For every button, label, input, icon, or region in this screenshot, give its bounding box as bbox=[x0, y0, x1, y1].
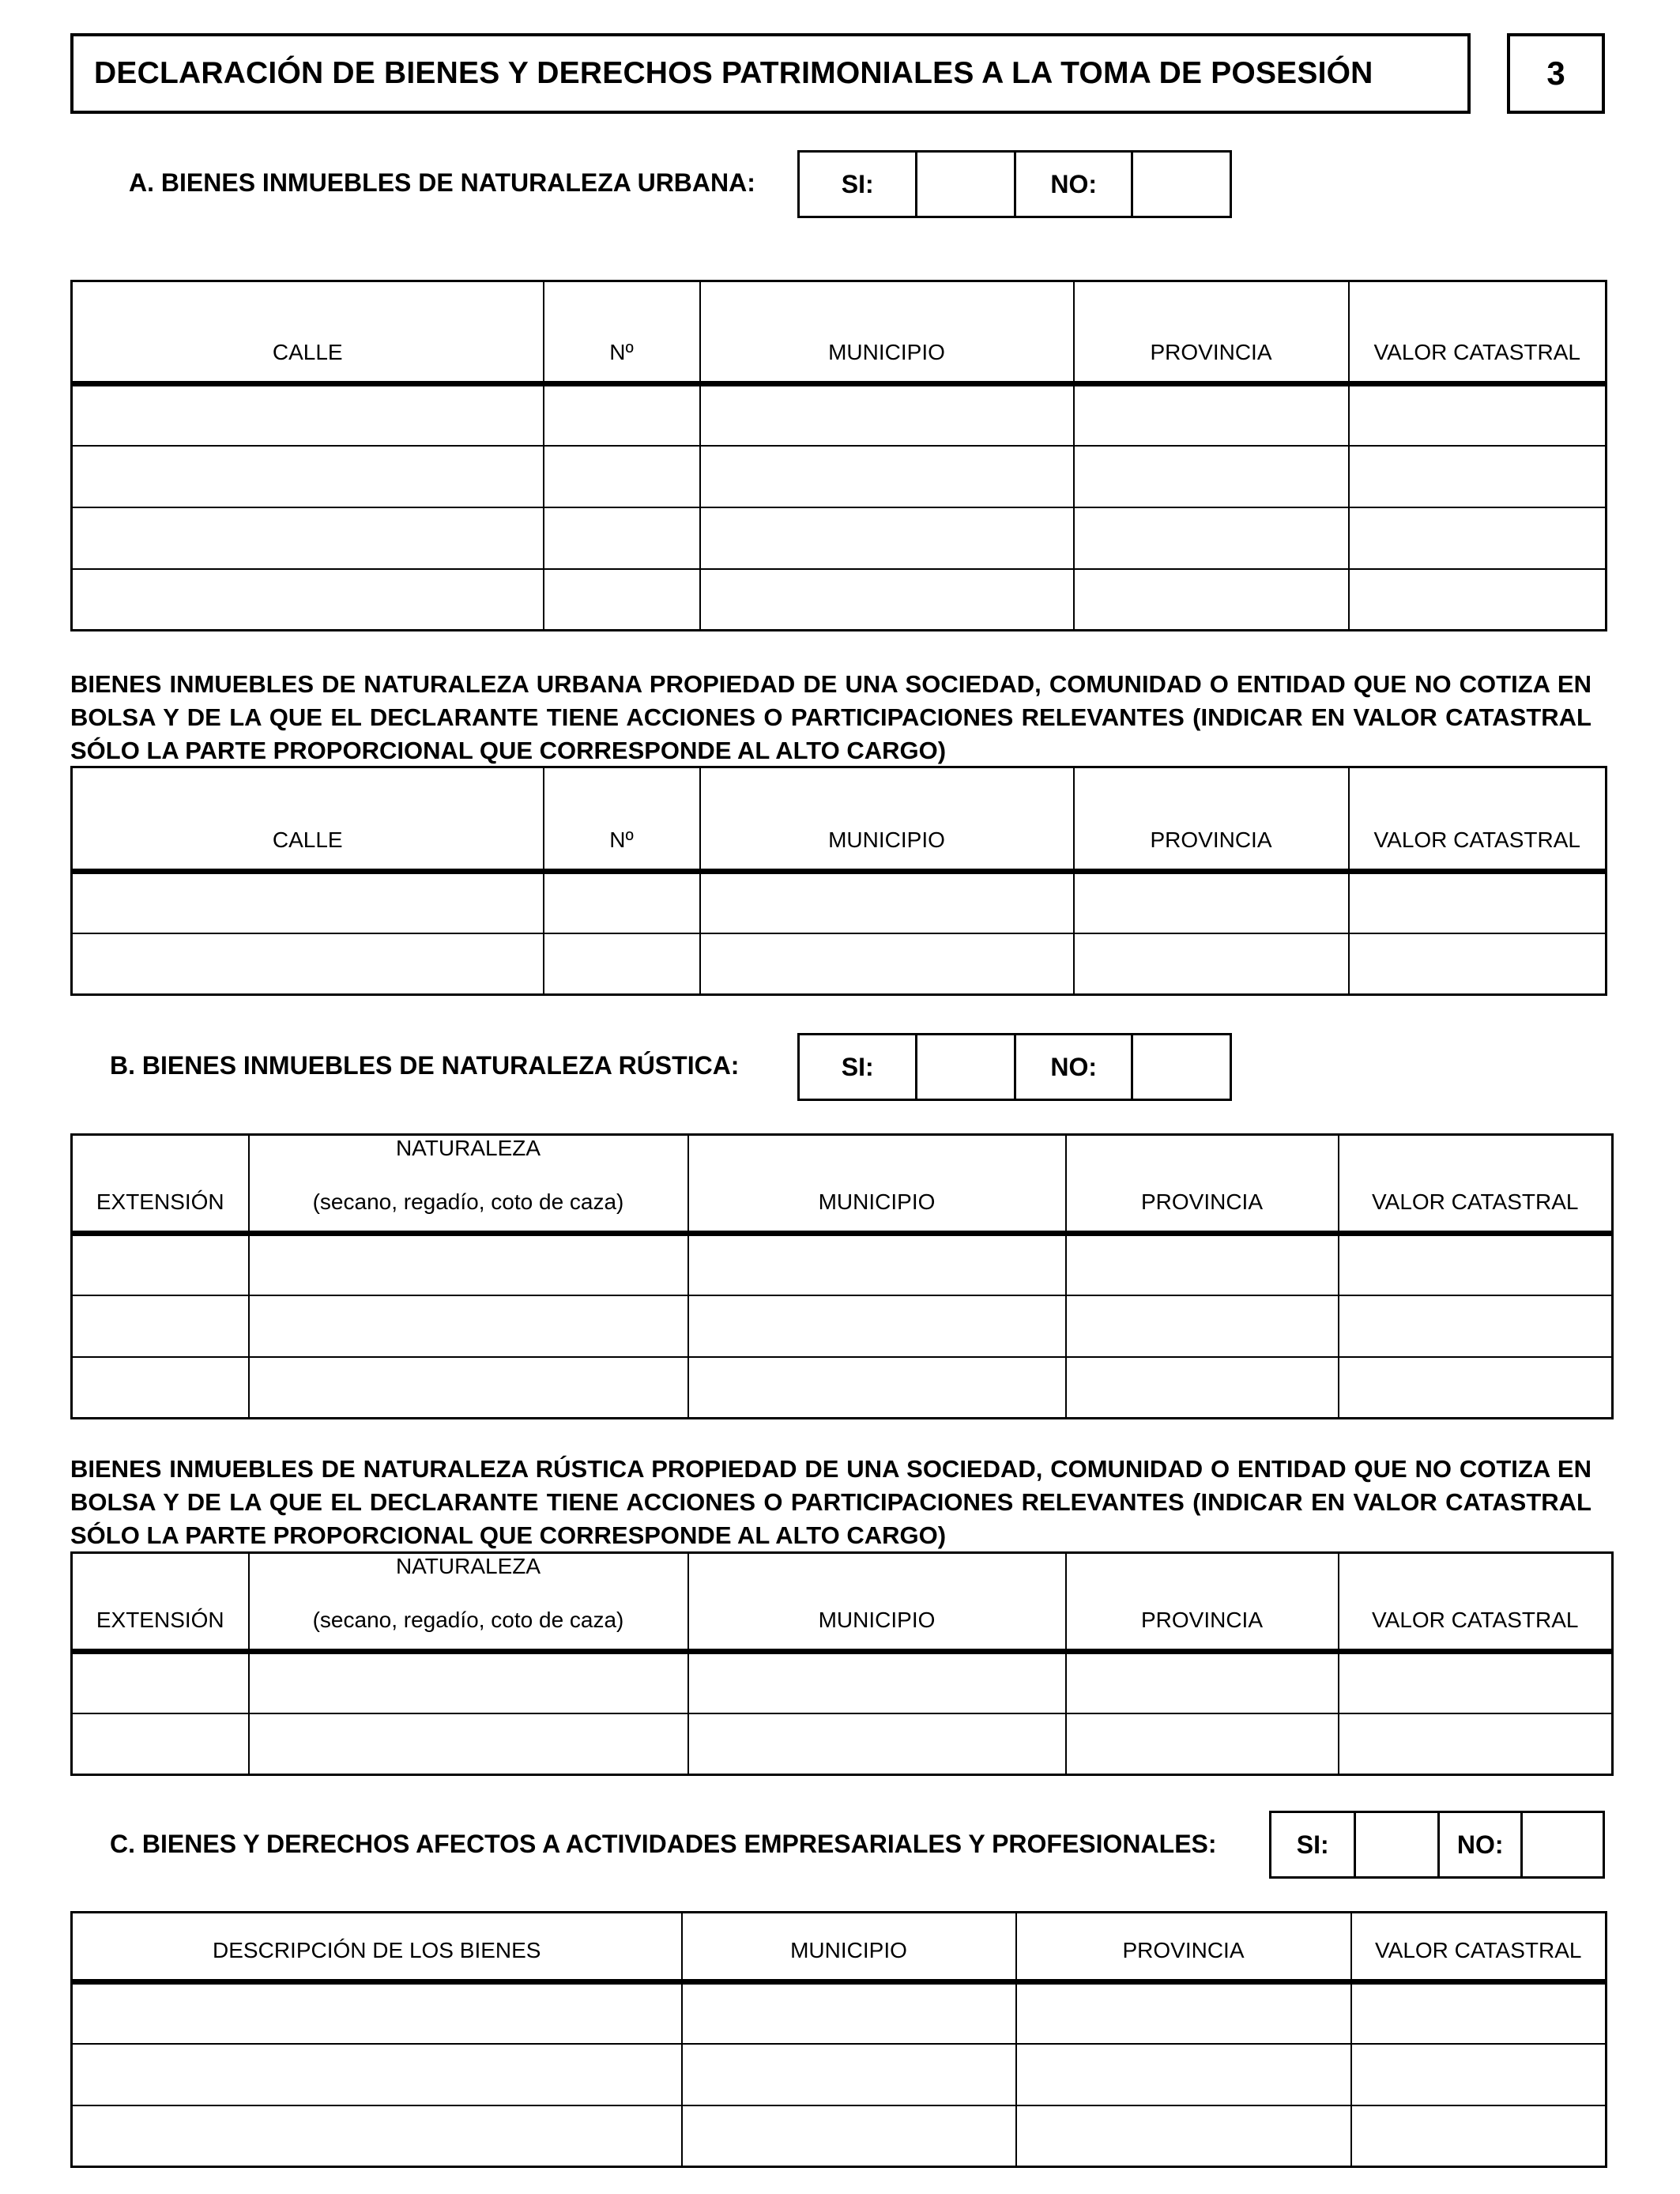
table-row bbox=[72, 2105, 1607, 2167]
table-cell[interactable] bbox=[688, 1357, 1066, 1419]
section-b2-rows bbox=[72, 1652, 1613, 1775]
section-b-yes-no bbox=[797, 1033, 1232, 1101]
table-cell[interactable] bbox=[72, 933, 544, 995]
section-a2-rows bbox=[72, 872, 1607, 995]
table-cell[interactable] bbox=[1066, 1357, 1339, 1419]
table-cell[interactable] bbox=[682, 2044, 1016, 2105]
table-cell[interactable] bbox=[700, 933, 1074, 995]
col-naturaleza bbox=[249, 1135, 688, 1234]
table-cell[interactable] bbox=[249, 1713, 688, 1775]
table-row bbox=[72, 446, 1607, 507]
table-cell[interactable] bbox=[1074, 446, 1349, 507]
col-naturaleza-title: NATURALEZA bbox=[395, 1554, 541, 1578]
table-cell[interactable] bbox=[1339, 1357, 1613, 1419]
col-municipio: MUNICIPIO bbox=[700, 767, 1074, 872]
col-valor-catastral: VALOR CATASTRAL bbox=[1339, 1135, 1613, 1234]
table-row bbox=[72, 2044, 1607, 2105]
section-b-heading: B. BIENES INMUEBLES DE NATURALEZA RÚSTICA: bbox=[110, 1051, 740, 1080]
col-naturaleza bbox=[249, 1553, 688, 1652]
section-c-no-label: NO: bbox=[1437, 1813, 1521, 1876]
col-naturaleza-subtitle: (secano, regadío, coto de caza) bbox=[312, 1608, 624, 1632]
table-cell[interactable] bbox=[72, 1357, 249, 1419]
table-cell[interactable] bbox=[1351, 1982, 1607, 2044]
table-row bbox=[72, 1234, 1613, 1295]
table-cell[interactable] bbox=[1339, 1295, 1613, 1357]
table-cell[interactable] bbox=[1066, 1234, 1339, 1295]
table-cell[interactable] bbox=[72, 1713, 249, 1775]
col-extension: EXTENSIÓN bbox=[72, 1553, 249, 1652]
table-cell[interactable] bbox=[682, 2105, 1016, 2167]
col-provincia: PROVINCIA bbox=[1074, 281, 1349, 384]
section-c-yes-checkbox[interactable] bbox=[1354, 1813, 1437, 1876]
col-provincia: PROVINCIA bbox=[1074, 767, 1349, 872]
col-provincia: PROVINCIA bbox=[1066, 1553, 1339, 1652]
section-b-no-checkbox[interactable] bbox=[1131, 1035, 1230, 1099]
table-cell[interactable] bbox=[249, 1652, 688, 1713]
form-title: DECLARACIÓN DE BIENES Y DERECHOS PATRIMONIALES A LA TOMA DE POSESIÓN bbox=[94, 56, 1373, 90]
section-b2-table bbox=[70, 1551, 1614, 1776]
table-cell[interactable] bbox=[1349, 933, 1607, 995]
table-cell[interactable] bbox=[1339, 1713, 1613, 1775]
section-a-yes-checkbox[interactable] bbox=[915, 153, 1014, 216]
table-cell[interactable] bbox=[1351, 2105, 1607, 2167]
table-cell[interactable] bbox=[688, 1234, 1066, 1295]
section-c-heading: C. BIENES Y DERECHOS AFECTOS A ACTIVIDADES EMPRESARIALES Y PROFESIONALES: bbox=[110, 1830, 1217, 1858]
table-cell[interactable] bbox=[1074, 569, 1349, 631]
table-cell[interactable] bbox=[700, 446, 1074, 507]
col-calle: CALLE bbox=[72, 281, 544, 384]
table-row bbox=[72, 1713, 1613, 1775]
table-cell[interactable] bbox=[544, 872, 700, 933]
table-cell[interactable] bbox=[72, 569, 544, 631]
table-cell[interactable] bbox=[544, 507, 700, 569]
table-row bbox=[72, 872, 1607, 933]
table-cell[interactable] bbox=[72, 1652, 249, 1713]
col-valor-catastral: VALOR CATASTRAL bbox=[1351, 1913, 1607, 1982]
section-a-yes-label: SI: bbox=[841, 169, 874, 198]
section-c-yes-label: SI: bbox=[1296, 1830, 1329, 1859]
table-cell[interactable] bbox=[1016, 2044, 1351, 2105]
col-provincia: PROVINCIA bbox=[1016, 1913, 1351, 1982]
section-b-table bbox=[70, 1133, 1614, 1419]
table-cell[interactable] bbox=[682, 1982, 1016, 2044]
col-numero: Nº bbox=[544, 281, 700, 384]
table-cell[interactable] bbox=[1351, 2044, 1607, 2105]
section-a2-paragraph: BIENES INMUEBLES DE NATURALEZA URBANA PROPIEDAD DE UNA SOCIEDAD, COMUNIDAD O ENTIDAD QUE NO COTIZA EN BOLSA Y DE LA QUE EL DECLARANTE TIENE ACCIONES O PARTICIPACIONES RELEVANTES (INDICAR EN VALOR CATASTRAL SÓLO LA PARTE PROPORCIONAL QUE CORRESPONDE AL ALTO CARGO) bbox=[70, 670, 1591, 764]
table-cell[interactable] bbox=[249, 1234, 688, 1295]
table-cell[interactable] bbox=[544, 446, 700, 507]
section-b-rows bbox=[72, 1234, 1613, 1419]
form-title-box bbox=[70, 33, 1471, 114]
section-a-table bbox=[70, 280, 1607, 631]
table-cell[interactable] bbox=[1349, 872, 1607, 933]
table-cell[interactable] bbox=[544, 569, 700, 631]
table-row bbox=[72, 1357, 1613, 1419]
table-cell[interactable] bbox=[72, 446, 544, 507]
section-c-no-checkbox[interactable] bbox=[1520, 1813, 1603, 1876]
table-row bbox=[72, 933, 1607, 995]
col-naturaleza-title: NATURALEZA bbox=[395, 1136, 541, 1160]
table-cell[interactable] bbox=[1339, 1234, 1613, 1295]
page-number-box bbox=[1507, 33, 1605, 114]
table-cell[interactable] bbox=[1074, 933, 1349, 995]
table-row bbox=[72, 1652, 1613, 1713]
table-cell[interactable] bbox=[1339, 1652, 1613, 1713]
table-cell[interactable] bbox=[72, 507, 544, 569]
table-cell[interactable] bbox=[1066, 1652, 1339, 1713]
section-a-no-checkbox[interactable] bbox=[1131, 153, 1230, 216]
col-municipio: MUNICIPIO bbox=[688, 1135, 1066, 1234]
section-b-no-label: NO: bbox=[1014, 1035, 1131, 1099]
table-cell[interactable] bbox=[1349, 569, 1607, 631]
section-b2-paragraph: BIENES INMUEBLES DE NATURALEZA RÚSTICA PROPIEDAD DE UNA SOCIEDAD, COMUNIDAD O ENTIDAD QUE NO COTIZA EN BOLSA Y DE LA QUE EL DECLARANTE TIENE ACCIONES O PARTICIPACIONES RELEVANTES (INDICAR EN VALOR CATASTRAL SÓLO LA PARTE PROPORCIONAL QUE CORRESPONDE AL ALTO CARGO) bbox=[70, 1455, 1591, 1549]
table-cell[interactable] bbox=[72, 2044, 682, 2105]
table-cell[interactable] bbox=[1349, 507, 1607, 569]
col-provincia: PROVINCIA bbox=[1066, 1135, 1339, 1234]
col-municipio: MUNICIPIO bbox=[688, 1553, 1066, 1652]
table-cell[interactable] bbox=[1066, 1295, 1339, 1357]
section-c-table bbox=[70, 1911, 1607, 2168]
table-cell[interactable] bbox=[700, 569, 1074, 631]
col-municipio: MUNICIPIO bbox=[682, 1913, 1016, 1982]
col-extension: EXTENSIÓN bbox=[72, 1135, 249, 1234]
table-cell[interactable] bbox=[1074, 872, 1349, 933]
table-cell[interactable] bbox=[1016, 1982, 1351, 2044]
section-c-rows bbox=[72, 1982, 1607, 2167]
table-cell[interactable] bbox=[700, 384, 1074, 446]
section-a-yes-no bbox=[797, 150, 1232, 218]
col-valor-catastral: VALOR CATASTRAL bbox=[1349, 281, 1607, 384]
table-cell[interactable] bbox=[544, 933, 700, 995]
table-cell[interactable] bbox=[1349, 384, 1607, 446]
col-calle: CALLE bbox=[72, 767, 544, 872]
table-cell[interactable] bbox=[72, 1234, 249, 1295]
table-cell[interactable] bbox=[72, 1982, 682, 2044]
col-valor-catastral: VALOR CATASTRAL bbox=[1339, 1553, 1613, 1652]
section-c-yes-no bbox=[1269, 1811, 1605, 1879]
section-a2-table bbox=[70, 766, 1607, 996]
table-row bbox=[72, 384, 1607, 446]
table-cell[interactable] bbox=[72, 1295, 249, 1357]
table-cell[interactable] bbox=[688, 1713, 1066, 1775]
col-municipio: MUNICIPIO bbox=[700, 281, 1074, 384]
table-cell[interactable] bbox=[249, 1357, 688, 1419]
table-cell[interactable] bbox=[72, 872, 544, 933]
table-cell[interactable] bbox=[688, 1295, 1066, 1357]
table-cell[interactable] bbox=[249, 1295, 688, 1357]
table-cell[interactable] bbox=[1066, 1713, 1339, 1775]
table-cell[interactable] bbox=[1016, 2105, 1351, 2167]
col-naturaleza-subtitle: (secano, regadío, coto de caza) bbox=[312, 1189, 624, 1214]
table-cell[interactable] bbox=[700, 872, 1074, 933]
page-number: 3 bbox=[1546, 55, 1565, 92]
table-row bbox=[72, 569, 1607, 631]
table-row bbox=[72, 507, 1607, 569]
table-cell[interactable] bbox=[1074, 384, 1349, 446]
table-row bbox=[72, 1295, 1613, 1357]
section-a-heading: A. BIENES INMUEBLES DE NATURALEZA URBANA: bbox=[129, 168, 755, 197]
table-cell[interactable] bbox=[688, 1652, 1066, 1713]
section-a-rows bbox=[72, 384, 1607, 631]
section-a-no-label: NO: bbox=[1014, 153, 1131, 216]
col-numero: Nº bbox=[544, 767, 700, 872]
table-row bbox=[72, 1982, 1607, 2044]
section-b-yes-checkbox[interactable] bbox=[915, 1035, 1014, 1099]
table-cell[interactable] bbox=[1074, 507, 1349, 569]
table-cell[interactable] bbox=[1349, 446, 1607, 507]
table-cell[interactable] bbox=[544, 384, 700, 446]
table-cell[interactable] bbox=[72, 384, 544, 446]
col-valor-catastral: VALOR CATASTRAL bbox=[1349, 767, 1607, 872]
table-cell[interactable] bbox=[700, 507, 1074, 569]
table-cell[interactable] bbox=[72, 2105, 682, 2167]
col-descripcion: DESCRIPCIÓN DE LOS BIENES bbox=[72, 1913, 682, 1982]
section-b-yes-label: SI: bbox=[841, 1052, 874, 1081]
